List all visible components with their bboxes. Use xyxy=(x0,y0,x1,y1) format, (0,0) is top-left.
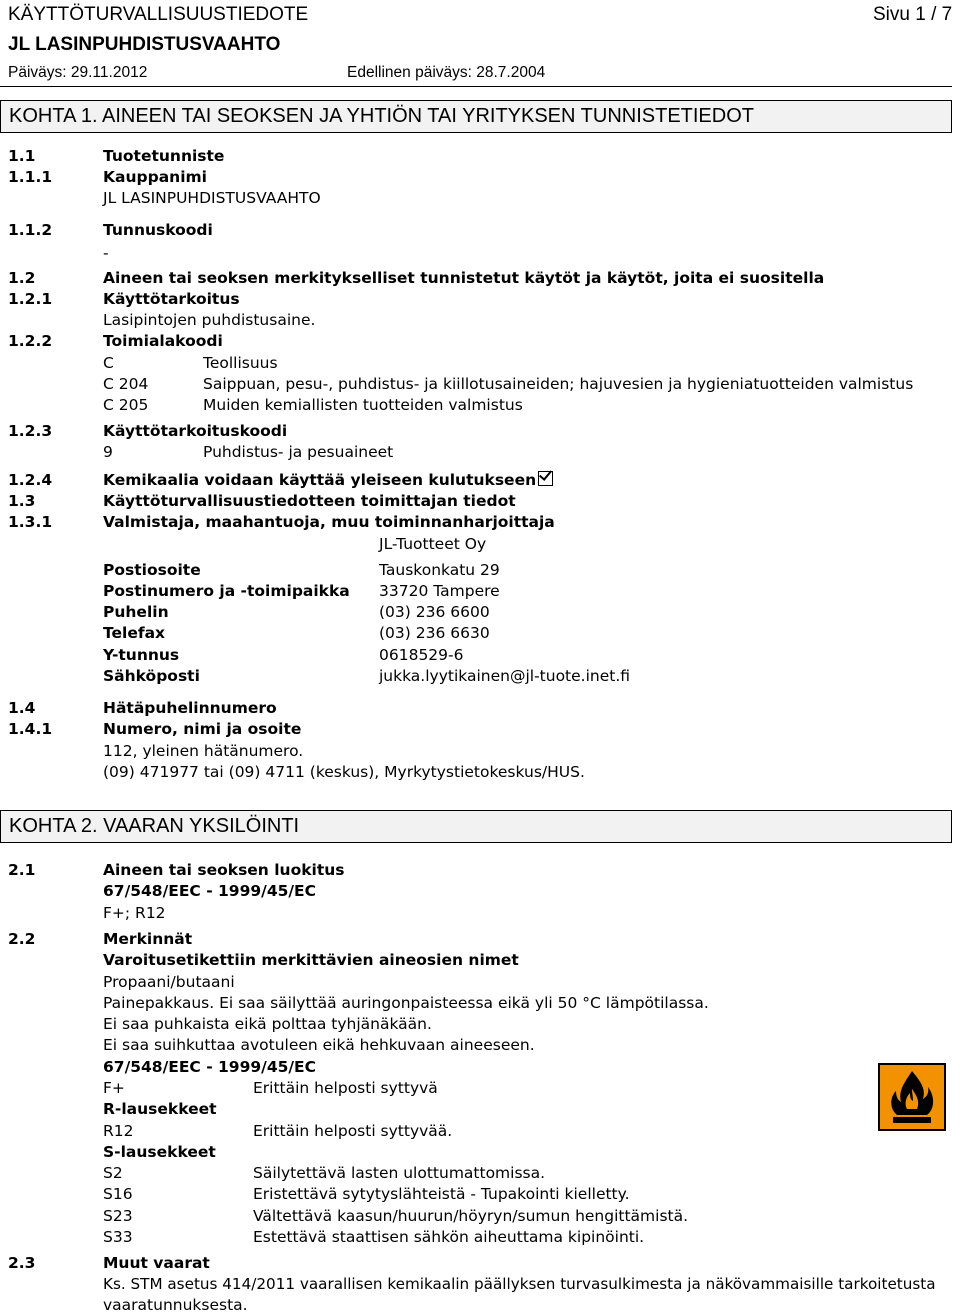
contact-label: Postinumero ja -toimipaikka xyxy=(103,582,350,600)
contact-value: (03) 236 6600 xyxy=(379,603,490,621)
label-text: Painepakkaus. Ei saa säilyttää auringonpaisteessa eikä yli 50 °C lämpötilassa. xyxy=(103,994,709,1012)
flame-icon xyxy=(877,1062,947,1132)
directive: 67/548/EEC - 1999/45/EC xyxy=(103,882,317,900)
industry-desc: Teollisuus xyxy=(203,354,278,372)
header-divider xyxy=(0,86,952,87)
section-heading: Aineen tai seoksen merkitykselliset tunnistetut käytöt ja käytöt, joita ei suositella xyxy=(103,269,825,287)
section-number: 1.3.1 xyxy=(8,513,53,531)
intended-use: Lasipintojen puhdistusaine. xyxy=(103,311,316,329)
section-heading: Numero, nimi ja osoite xyxy=(103,720,302,738)
contact-value: (03) 236 6630 xyxy=(379,624,490,642)
r-phrases-heading: R-lausekkeet xyxy=(103,1100,217,1118)
contact-label: Puhelin xyxy=(103,603,169,621)
section-number: 1.2.4 xyxy=(8,471,53,489)
section-heading: Aineen tai seoksen luokitus xyxy=(103,861,345,879)
section-heading: Tuotetunniste xyxy=(103,147,225,165)
label-text: Ei saa suihkuttaa avotuleen eikä hehkuvaan aineeseen. xyxy=(103,1036,535,1054)
emergency-line: 112, yleinen hätänumero. xyxy=(103,742,304,760)
classification-value: F+; R12 xyxy=(103,904,166,922)
section-number: 1.2 xyxy=(8,269,36,287)
previous-date: Edellinen päiväys: 28.7.2004 xyxy=(347,64,546,81)
section-number: 1.1.1 xyxy=(8,168,53,186)
section-heading: Toimialakoodi xyxy=(103,332,223,350)
consumer-use-row xyxy=(103,471,553,489)
document-type: KÄYTTÖTURVALLISUUSTIEDOTE xyxy=(8,4,309,25)
contact-label: Sähköposti xyxy=(103,667,200,685)
trade-name: JL LASINPUHDISTUSVAAHTO xyxy=(103,189,321,207)
section-number: 2.2 xyxy=(8,930,36,948)
product-name: JL LASINPUHDISTUSVAAHTO xyxy=(8,34,281,55)
other-hazards-text: vaaratunnuksesta. xyxy=(103,1296,248,1314)
checked-checkbox-icon xyxy=(538,471,553,486)
directive: 67/548/EEC - 1999/45/EC xyxy=(103,1058,317,1076)
section-number: 1.1.2 xyxy=(8,221,53,239)
section-number: 1.3 xyxy=(8,492,36,510)
contact-value: 33720 Tampere xyxy=(379,582,500,600)
section-heading: Merkinnät xyxy=(103,930,193,948)
section-number: 1.2.2 xyxy=(8,332,53,350)
substance-name: Propaani/butaani xyxy=(103,973,235,991)
industry-code: C 205 xyxy=(103,396,149,414)
identification-code: - xyxy=(103,244,109,262)
r-phrase-desc: Erittäin helposti syttyvää. xyxy=(253,1122,453,1140)
contact-value: 0618529-6 xyxy=(379,646,464,664)
section-heading: Käyttötarkoitus xyxy=(103,290,240,308)
section-number: 2.3 xyxy=(8,1254,36,1272)
industry-code: C xyxy=(103,354,114,372)
section-heading: Hätäpuhelinnumero xyxy=(103,699,277,717)
section-number: 1.4 xyxy=(8,699,36,717)
section-number: 1.2.3 xyxy=(8,422,53,440)
contact-label: Postiosoite xyxy=(103,561,201,579)
industry-desc: Saippuan, pesu-, puhdistus- ja kiillotusaineiden; hajuvesien ja hygieniatuotteiden valmistus xyxy=(203,375,914,393)
s-phrase-code: S16 xyxy=(103,1185,133,1203)
contact-label: Y-tunnus xyxy=(103,646,180,664)
section-heading: Tunnuskoodi xyxy=(103,221,213,239)
section-heading: Kauppanimi xyxy=(103,168,207,186)
section-number: 1.2.1 xyxy=(8,290,53,308)
label-text: Ei saa puhkaista eikä polttaa tyhjänäkään. xyxy=(103,1015,432,1033)
emergency-line: (09) 471977 tai (09) 4711 (keskus), Myrkytystietokeskus/HUS. xyxy=(103,763,585,781)
symbol-desc: Erittäin helposti syttyvä xyxy=(253,1079,438,1097)
industry-code: C 204 xyxy=(103,375,149,393)
section-heading: Käyttöturvallisuustiedotteen toimittajan tiedot xyxy=(103,492,516,510)
use-code-desc: Puhdistus- ja pesuaineet xyxy=(203,443,394,461)
use-code: 9 xyxy=(103,443,113,461)
industry-desc: Muiden kemiallisten tuotteiden valmistus xyxy=(203,396,523,414)
s-phrase-code: S33 xyxy=(103,1228,133,1246)
s-phrase-desc: Vältettävä kaasun/huurun/höyryn/sumun hengittämistä. xyxy=(253,1207,689,1225)
label-heading: Varoitusetikettiin merkittävien aineosien nimet xyxy=(103,951,519,969)
section-heading: Valmistaja, maahantuoja, muu toiminnanharjoittaja xyxy=(103,513,555,531)
s-phrase-code: S23 xyxy=(103,1207,133,1225)
s-phrase-desc: Eristettävä sytytyslähteistä - Tupakointi kielletty. xyxy=(253,1185,630,1203)
email-value: jukka.lyytikainen@jl-tuote.inet.fi xyxy=(379,667,631,685)
s-phrase-desc: Estettävä staattisen sähkön aiheuttama kipinöinti. xyxy=(253,1228,645,1246)
s-phrase-code: S2 xyxy=(103,1164,123,1182)
section-number: 1.4.1 xyxy=(8,720,53,738)
section-number: 1.1 xyxy=(8,147,36,165)
contact-value: Tauskonkatu 29 xyxy=(379,561,500,579)
section-heading: Kemikaalia voidaan käyttää yleiseen kulutukseen xyxy=(103,471,537,489)
s-phrases-heading: S-lausekkeet xyxy=(103,1143,216,1161)
symbol-code: F+ xyxy=(103,1079,125,1097)
section-2-title: KOHTA 2. VAARAN YKSILÖINTI xyxy=(0,810,952,843)
company-name: JL-Tuotteet Oy xyxy=(379,535,487,553)
section-heading: Käyttötarkoituskoodi xyxy=(103,422,288,440)
r-phrase-code: R12 xyxy=(103,1122,134,1140)
section-1-title: KOHTA 1. AINEEN TAI SEOKSEN JA YHTIÖN TAI YRITYKSEN TUNNISTETIEDOT xyxy=(0,100,952,133)
s-phrase-desc: Säilytettävä lasten ulottumattomissa. xyxy=(253,1164,546,1182)
section-heading: Muut vaarat xyxy=(103,1254,210,1272)
contact-label: Telefax xyxy=(103,624,166,642)
date: Päiväys: 29.11.2012 xyxy=(8,64,148,81)
page-number: Sivu 1 / 7 xyxy=(873,4,953,25)
section-number: 2.1 xyxy=(8,861,36,879)
other-hazards-text: Ks. STM asetus 414/2011 vaarallisen kemikaalin päällyksen turvasulkimesta ja näkövammaisille tarkoitetusta xyxy=(103,1275,936,1293)
